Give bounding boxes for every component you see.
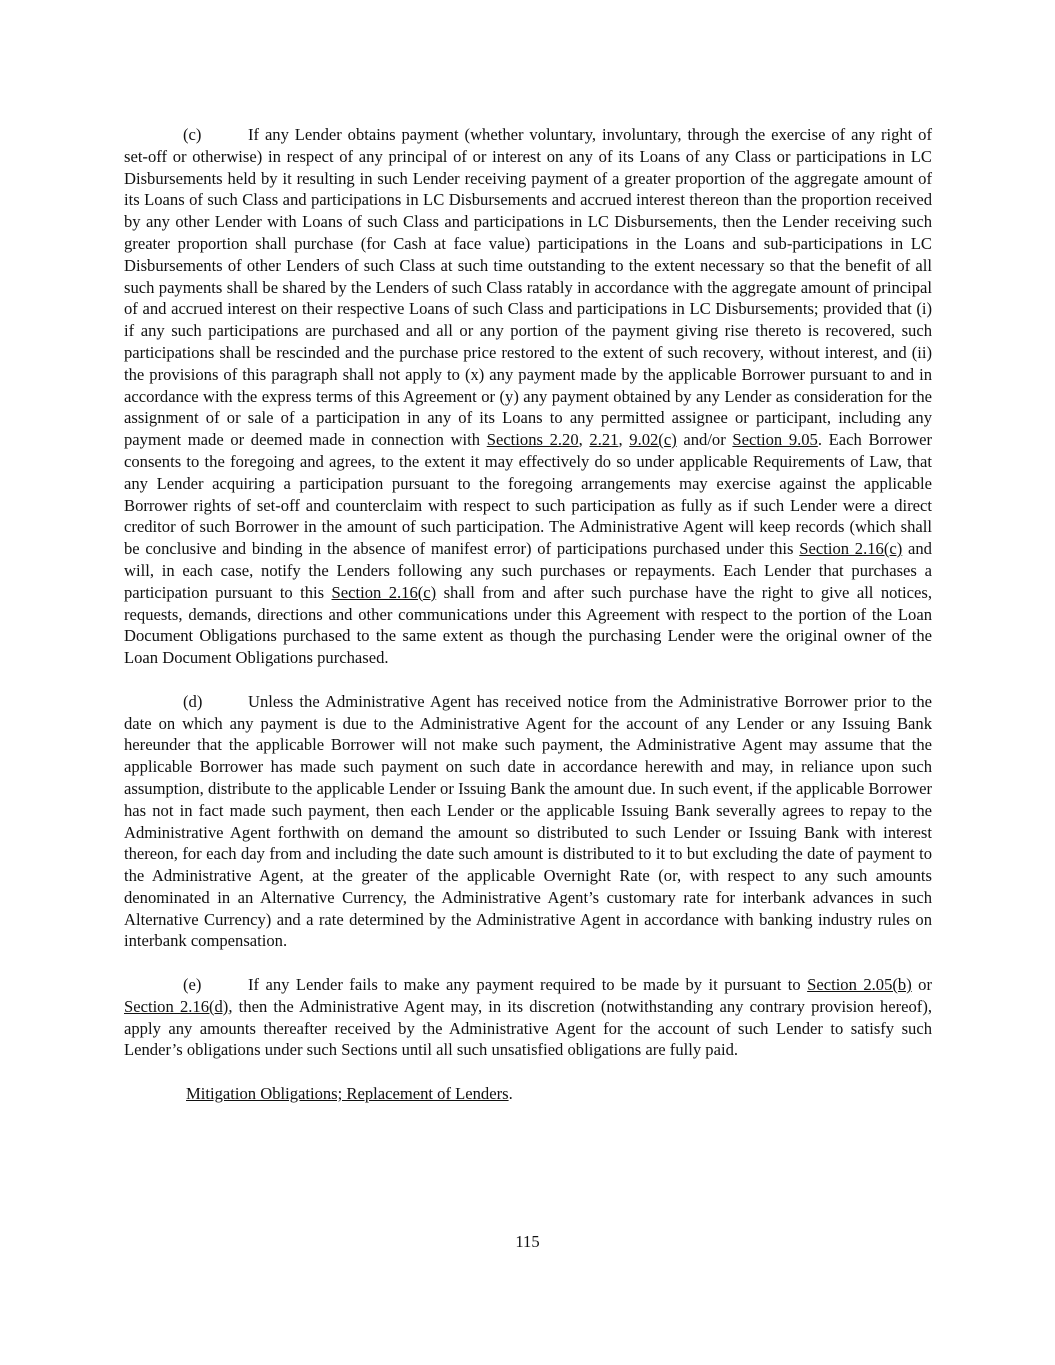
section-heading (124, 1083, 932, 1105)
section-reference: 2.21 (589, 430, 619, 450)
paragraph-text: If any Lender fails to make any payment required to be made by it pursuant to (248, 975, 808, 995)
section-reference: 9.02(c) (629, 430, 677, 450)
paragraph-text: Unless the Administrative Agent has received notice from the Administrative Borrower prior to the date on which any payment is due to the Administrative Agent for the account of any Lender or any Issuing Bank hereunder that the applicable Borrower will not make such payment, the Administrative Agent may assume that the applicable Borrower has made such payment on such date in accordance herewith and may, in reliance upon such assumption, distribute to the applicable Lender or Issuing Bank the amount due. In such event, if the applicable Borrower has not in fact made such payment, then each Lender or the applicable Issuing Bank severally agrees to repay to the Administrative Agent forthwith on demand the amount so distributed to such Lender or Issuing Bank with interest thereon, for each day from and including the date such amount is distributed to it to but excluding the date of payment to the Administrative Agent, at the greater of the applicable Overnight Rate (or, with respect to any such amounts denominated in an Alternative Currency, the Administrative Agent’s customary rate for interbank advances in such Alternative Currency) and a rate determined by the Administrative Agent in accordance with banking industry rules on interbank compensation. (124, 691, 932, 951)
section-reference: Section 2.05(b) (807, 975, 912, 995)
paragraph-c: (c) If any Lender obtains payment (whether voluntary, involuntary, through the exercise of any right of set-off or otherwise) in respect of any principal of or interest on any of its Loans of any Class or participations in LC Disbursements held by it resulting in such Lender receiving payment of a greater proportion of the aggregate amount of its Loans of such Class and participations in LC Disbursements and accrued interest thereon than the proportion received by any other Lender with Loans of such Class and participations in LC Disbursements, then the Lender receiving such greater proportion shall purchase (for Cash at face value) participations in the Loans and sub-participations in LC Disbursements of other Lenders of such Class at such time outstanding to the extent necessary so that the benefit of all such payments shall be shared by the Lenders of such Class ratably in accordance with the aggregate amount of principal of and accrued interest on their respective Loans of such Class and participations in LC Disbursements; provided that (i) if any such participations are purchased and all or any portion of the payment giving rise thereto is recovered, such participations shall be rescinded and the purchase price restored to the extent of such recovery, without interest, and (ii) the provisions of this paragraph shall not apply to (x) any payment made by the applicable Borrower pursuant to and in accordance with the express terms of this Agreement or (y) any payment obtained by any Lender as consideration for the assignment of or sale of a participation in any of its Loans to any permitted assignee or participant, including any payment made or deemed made in connection with Sections 2.20, 2.21, 9.02(c) and/or Section 9.05. Each Borrower consents to the foregoing and agrees, to the extent it may effectively do so under applicable Requirements of Law, that any Lender acquiring a participation pursuant to the foregoing arrangements may exercise against the applicable Borrower rights of set-off and counterclaim with respect to such participation as fully as if such Lender were a direct creditor of such Borrower in the amount of such participation. The Administrative Agent will keep records (which shall be conclusive and binding in the absence of manifest error) of participations purchased under this Section 2.16(c) and will, in each case, notify the Lenders following any such purchases or repayments. Each Lender that purchases a participation pursuant to this Section 2.16(c) shall from and after such purchase have the right to give all notices, requests, demands, directions and other communications under this Agreement with respect to the portion of the Loan Document Obligations purchased to the same extent as though the purchasing Lender were the original owner of the Loan Document Obligations purchased. (124, 125, 933, 668)
section-reference: Sections 2.20 (486, 430, 579, 450)
paragraph-label: (c) (183, 125, 202, 144)
paragraph-text: , then the Administrative Agent may, in its discretion (notwithstanding any contrary provision hereof), apply any amounts thereafter received by the Administrative Agent for the account of such Lender to satisfy such Lender’s obligations under such Sections until all such unsatisfied obligations are fully paid. (124, 996, 932, 1060)
section-reference: Section 9.05 (732, 430, 818, 450)
section-reference: Section 2.16(c) (331, 582, 437, 602)
section-reference: Section 2.16(d) (124, 996, 229, 1016)
paragraph-text: If any Lender obtains payment (whether voluntary, involuntary, through the exercise of any right of set-off or otherwise) in respect of any principal of or interest on any of its Loans of any Class or participations in LC Disbursements held by it resulting in such Lender receiving payment of a greater proportion of the aggregate amount of its Loans of such Class and participations in LC Disbursements and accrued interest thereon than the proportion received by any other Lender with Loans of such Class and participations in LC Disbursements, then the Lender receiving such greater proportion shall purchase (for Cash at face value) participations in the Loans and sub-participations in LC Disbursements of other Lenders of such Class at such time outstanding to the extent necessary so that the benefit of all such payments shall be shared by the Lenders of such Class ratably in accordance with the aggregate amount of principal of and accrued interest on their respective Loans of such Class and participations in LC Disbursements; provided that (i) if any such participations are purchased and all or any portion of the payment giving rise thereto is recovered, such participations shall be rescinded and the purchase price restored to the extent of such recovery, without interest, and (ii) the provisions of this paragraph shall not apply to (x) any payment made by the applicable Borrower pursuant to and in accordance with the express terms of this Agreement or (y) any payment obtained by any Lender as consideration for the assignment of or sale of a participation in any of its Loans to any permitted assignee or participant, including any payment made or deemed made in connection with (124, 125, 932, 450)
section-heading-period: . (508, 1084, 513, 1104)
paragraph-d (124, 691, 932, 953)
paragraph-text: . Each Borrower consents to the foregoing and agrees, to the extent it may effectively do so under applicable Requirements of Law, that any Lender acquiring a participation pursuant to the foregoing arrangements may exercise against the applicable Borrower rights of set-off and counterclaim with respect to such participation as fully as if such Lender were a direct creditor of such Borrower in the amount of such participation. The Administrative Agent will keep records (which shall be conclusive and binding in the absence of manifest error) of participations purchased under this (124, 430, 933, 559)
paragraph-text: and will, in each case, notify the Lenders following any such purchases or repayments. Each Lender that purchases a participation pursuant to this (124, 539, 932, 602)
page-number: 115 (515, 1232, 540, 1251)
section-reference: Section 2.16(c) (799, 539, 903, 559)
paragraph-text: shall from and after such purchase have the right to give all notices, requests, demands, directions and other communications under this Agreement with respect to the portion of the Loan Document Obligations purchased to the same extent as though the purchasing Lender were the original owner of the Loan Document Obligations purchased. (124, 582, 932, 668)
paragraph-e: (e) If any Lender fails to make any payment required to be made by it pursuant to Section 2.05(b) or Section 2.16(d), then the Administrative Agent may, in its discretion (notwithstanding any contrary provision hereof), apply any amounts thereafter received by the Administrative Agent for the account of such Lender to satisfy such Lender’s obligations under such Sections until all such unsatisfied obligations are fully paid. (124, 975, 932, 1060)
paragraph-label: (d) (183, 691, 203, 711)
document-page (124, 124, 932, 1105)
paragraph-label: (e) (183, 975, 202, 995)
section-heading-text: Mitigation Obligations; Replacement of Lenders (186, 1084, 509, 1104)
